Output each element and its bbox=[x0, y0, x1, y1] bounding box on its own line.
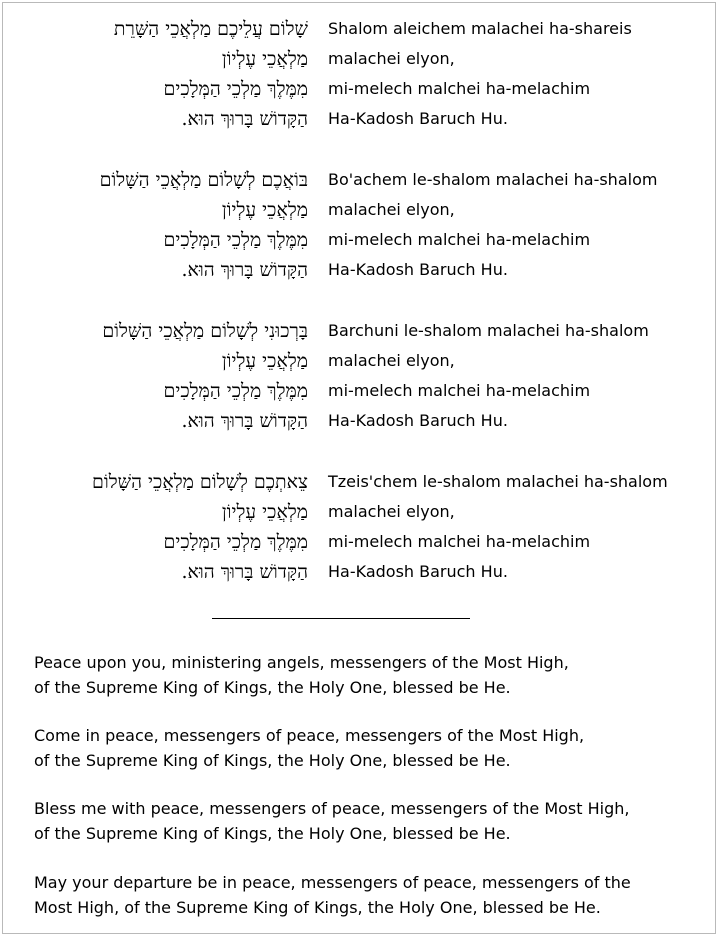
stanza-1 bbox=[0, 14, 720, 138]
hebrew-line: מַלְאֲכֵי עֶלְיוֹן bbox=[221, 350, 308, 372]
hebrew-line: הַקָּדוֹשׁ בָּרוּךְ הוּא. bbox=[181, 410, 308, 432]
translation-line: Most High, of the Supreme King of Kings, the Holy One, blessed be He. bbox=[34, 898, 601, 917]
translation-line: of the Supreme King of Kings, the Holy One, blessed be He. bbox=[34, 751, 511, 770]
transliteration-line: Bo'achem le-shalom malachei ha-shalom bbox=[328, 170, 658, 189]
translation-line: May your departure be in peace, messengers of peace, messengers of the bbox=[34, 873, 631, 892]
hebrew-line: הַקָּדוֹשׁ בָּרוּךְ הוּא. bbox=[181, 259, 308, 281]
hebrew-line: הַקָּדוֹשׁ בָּרוּךְ הוּא. bbox=[181, 108, 308, 130]
hebrew-line: הַקָּדוֹשׁ בָּרוּךְ הוּא. bbox=[181, 561, 308, 583]
hebrew-line: שָׁלוֹם עֲלֵיכֶם מַלְאֲכֵי הַשָּׁרֵת bbox=[113, 18, 308, 40]
transliteration-line: malachei elyon, bbox=[328, 49, 455, 68]
transliteration-line: Tzeis'chem le-shalom malachei ha-shalom bbox=[328, 472, 668, 491]
transliteration-line: mi-melech malchei ha-melachim bbox=[328, 230, 591, 249]
transliteration-line: Barchuni le-shalom malachei ha-shalom bbox=[328, 321, 649, 340]
transliteration-line: mi-melech malchei ha-melachim bbox=[328, 532, 591, 551]
transliteration-line: malachei elyon, bbox=[328, 200, 455, 219]
hebrew-line: מִמֶּלֶךְ מַלְכֵי הַמְּלָכִים bbox=[163, 229, 308, 251]
stanza-4 bbox=[0, 467, 720, 591]
transliteration-line: mi-melech malchei ha-melachim bbox=[328, 381, 591, 400]
section-divider bbox=[212, 618, 470, 619]
transliteration-line: Ha-Kadosh Baruch Hu. bbox=[328, 109, 508, 128]
hebrew-line: בּוֹאֲכֶם לְשָׁלוֹם מַלְאֲכֵי הַשָּׁלוֹם bbox=[99, 169, 308, 191]
hebrew-line: מִמֶּלֶךְ מַלְכֵי הַמְּלָכִים bbox=[163, 380, 308, 402]
translation-paragraph-3 bbox=[34, 796, 704, 846]
hebrew-line: צֵאתְכֶם לְשָׁלוֹם מַלְאֲכֵי הַשָּׁלוֹם bbox=[92, 471, 308, 493]
translation-paragraph-4 bbox=[34, 870, 704, 920]
transliteration-line: Ha-Kadosh Baruch Hu. bbox=[328, 562, 508, 581]
translation-line: Come in peace, messengers of peace, messengers of the Most High, bbox=[34, 726, 585, 745]
translation-paragraph-1 bbox=[34, 650, 704, 700]
transliteration-line: Ha-Kadosh Baruch Hu. bbox=[328, 260, 508, 279]
hebrew-line: מַלְאֲכֵי עֶלְיוֹן bbox=[221, 199, 308, 221]
hebrew-line: מַלְאֲכֵי עֶלְיוֹן bbox=[221, 501, 308, 523]
translation-line: of the Supreme King of Kings, the Holy One, blessed be He. bbox=[34, 678, 511, 697]
translation-line: Peace upon you, ministering angels, messengers of the Most High, bbox=[34, 653, 569, 672]
transliteration-line: malachei elyon, bbox=[328, 351, 455, 370]
stanza-3 bbox=[0, 316, 720, 440]
stanza-2 bbox=[0, 165, 720, 289]
translation-line: Bless me with peace, messengers of peace, messengers of the Most High, bbox=[34, 799, 630, 818]
transliteration-line: Ha-Kadosh Baruch Hu. bbox=[328, 411, 508, 430]
translation-line: of the Supreme King of Kings, the Holy One, blessed be He. bbox=[34, 824, 511, 843]
transliteration-line: malachei elyon, bbox=[328, 502, 455, 521]
hebrew-line: מִמֶּלֶךְ מַלְכֵי הַמְּלָכִים bbox=[163, 531, 308, 553]
transliteration-line: Shalom aleichem malachei ha-shareis bbox=[328, 19, 632, 38]
translation-paragraph-2 bbox=[34, 723, 704, 773]
hebrew-line: בָּרְכוּנִי לְשָׁלוֹם מַלְאֲכֵי הַשָּׁלוֹם bbox=[102, 320, 308, 342]
hebrew-line: מַלְאֲכֵי עֶלְיוֹן bbox=[221, 48, 308, 70]
transliteration-line: mi-melech malchei ha-melachim bbox=[328, 79, 591, 98]
hebrew-line: מִמֶּלֶךְ מַלְכֵי הַמְּלָכִים bbox=[163, 78, 308, 100]
